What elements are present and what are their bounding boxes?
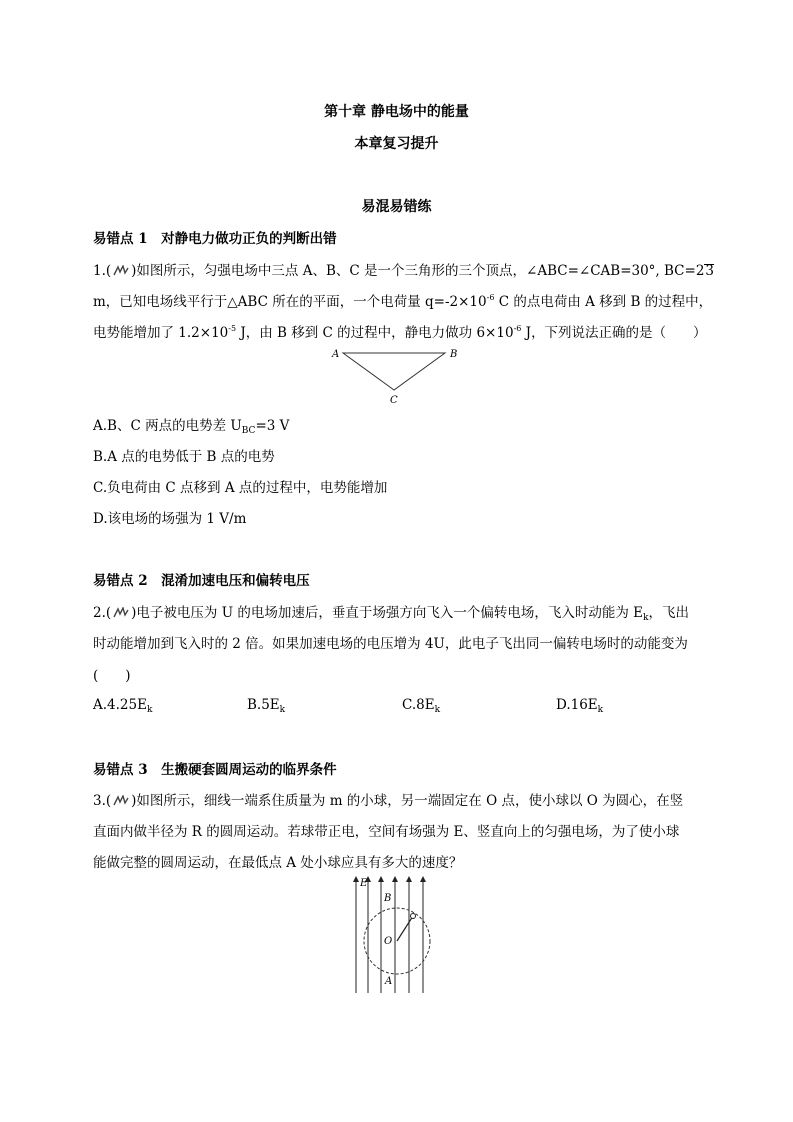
q2-option-c	[402, 697, 440, 715]
q3-line2: 直面内做半径为 R 的圆周运动。若球带正电，空间有场强为 E、竖直向上的匀强电场，为了使小球	[93, 824, 680, 840]
q2-option-c-text: C.8E	[402, 697, 435, 713]
q1-line3	[93, 321, 707, 341]
difficulty-stars-icon	[112, 607, 130, 618]
q2-line1-text-b: ，飞出	[648, 605, 689, 621]
q1-option-a-value: =3 V	[255, 418, 290, 434]
q1-option-d: D.该电场的场强为 1 V/m	[93, 511, 247, 527]
q2-heading: 易错点 2 混淆加速电压和偏转电压	[93, 573, 310, 589]
label-b: B	[384, 893, 392, 904]
q1-line3-text-a: 电势能增加了 1.2×10	[93, 325, 229, 341]
q1-option-c: C.负电荷由 C 点移到 A 点的过程中，电势能增加	[93, 480, 388, 496]
q1-option-a-text: A.B、C 两点的电势差 U	[93, 418, 242, 434]
q1-line3-text-c: J，下列说法正确的是（ ）	[521, 325, 707, 341]
q3-number: 3.(	[93, 793, 112, 809]
q1-line2-text-b: C 的点电荷由 A 移到 B 的过程中，	[494, 294, 713, 310]
chapter-title: 第十章 静电场中的能量	[324, 104, 469, 120]
q1-line2-exponent: -6	[486, 293, 495, 302]
q1-line1	[93, 259, 714, 279]
q1-option-a-subscript: BC	[241, 426, 256, 436]
q2-option-b-text: B.5E	[247, 697, 280, 713]
q2-option-d	[556, 697, 603, 715]
q3-line3: 能做完整的圆周运动，在最低点 A 处小球应具有多大的速度？	[93, 855, 463, 871]
section-title: 易混易错练	[361, 199, 432, 215]
q2-line1-text-a: )电子被电压为 U 的电场加速后，垂直于场强方向飞入一个偏转电场，飞入时动能为 E	[131, 605, 644, 621]
q1-line2	[93, 290, 712, 310]
q2-line2: 时动能增加到飞入时的 2 倍。如果加速电场的电压增为 4U，此电子飞出同一偏转电场时的动能变为	[93, 636, 688, 652]
ball	[411, 914, 416, 919]
q2-option-a	[93, 697, 152, 715]
label-a: A	[332, 349, 340, 360]
q2-option-b-sub: k	[279, 705, 286, 715]
string-line	[397, 916, 413, 941]
label-b: B	[450, 349, 458, 360]
q1-line1-text: )如图所示，匀强电场中三点 A、B、C 是一个三角形的三个顶点，∠ABC=∠CAB=30°, BC=2	[131, 263, 705, 279]
triangle-figure	[326, 344, 466, 408]
label-c: C	[390, 395, 398, 406]
q1-line3-text-b: J，由 B 移到 C 的过程中，静电力做功 6×10	[236, 325, 514, 341]
page-subtitle: 本章复习提升	[354, 136, 439, 152]
q1-line3-exponent-1: -5	[228, 324, 237, 333]
q2-line3: ( )	[93, 668, 131, 684]
q2-option-d-text: D.16E	[556, 697, 598, 713]
q2-option-d-sub: k	[597, 705, 604, 715]
q3-line1	[93, 789, 683, 809]
q1-heading: 易错点 1 对静电力做功正负的判断出错	[93, 231, 337, 247]
q1-option-a	[93, 414, 289, 436]
difficulty-stars-icon	[112, 265, 130, 276]
q2-option-a-text: A.4.25E	[93, 697, 147, 713]
label-o: O	[384, 936, 393, 947]
difficulty-stars-icon	[112, 795, 130, 806]
q2-line1	[93, 601, 689, 623]
label-a: A	[385, 976, 393, 987]
circular-motion-figure	[348, 873, 448, 995]
triangle-abc	[343, 353, 445, 390]
sqrt-3: 3	[705, 263, 715, 279]
q1-option-b: B.A 点的电势低于 B 点的电势	[93, 449, 275, 465]
q2-option-b	[247, 697, 285, 715]
q1-line2-text-a: m，已知电场线平行于△ABC 所在的平面，一个电荷量 q=-2×10	[93, 294, 487, 310]
q2-number: 2.(	[93, 605, 112, 621]
q3-line1-text: )如图所示，细线一端系住质量为 m 的小球，另一端固定在 O 点，使小球以 O 为圆心，在竖	[131, 793, 684, 809]
q3-heading: 易错点 3 生搬硬套圆周运动的临界条件	[93, 762, 337, 778]
q2-line1-subscript: k	[643, 613, 649, 623]
q1-number: 1.(	[93, 263, 112, 279]
q2-option-c-sub: k	[434, 705, 441, 715]
label-e: E	[360, 878, 368, 889]
q1-line3-exponent-2: -6	[513, 324, 522, 333]
q2-option-a-sub: k	[146, 705, 153, 715]
